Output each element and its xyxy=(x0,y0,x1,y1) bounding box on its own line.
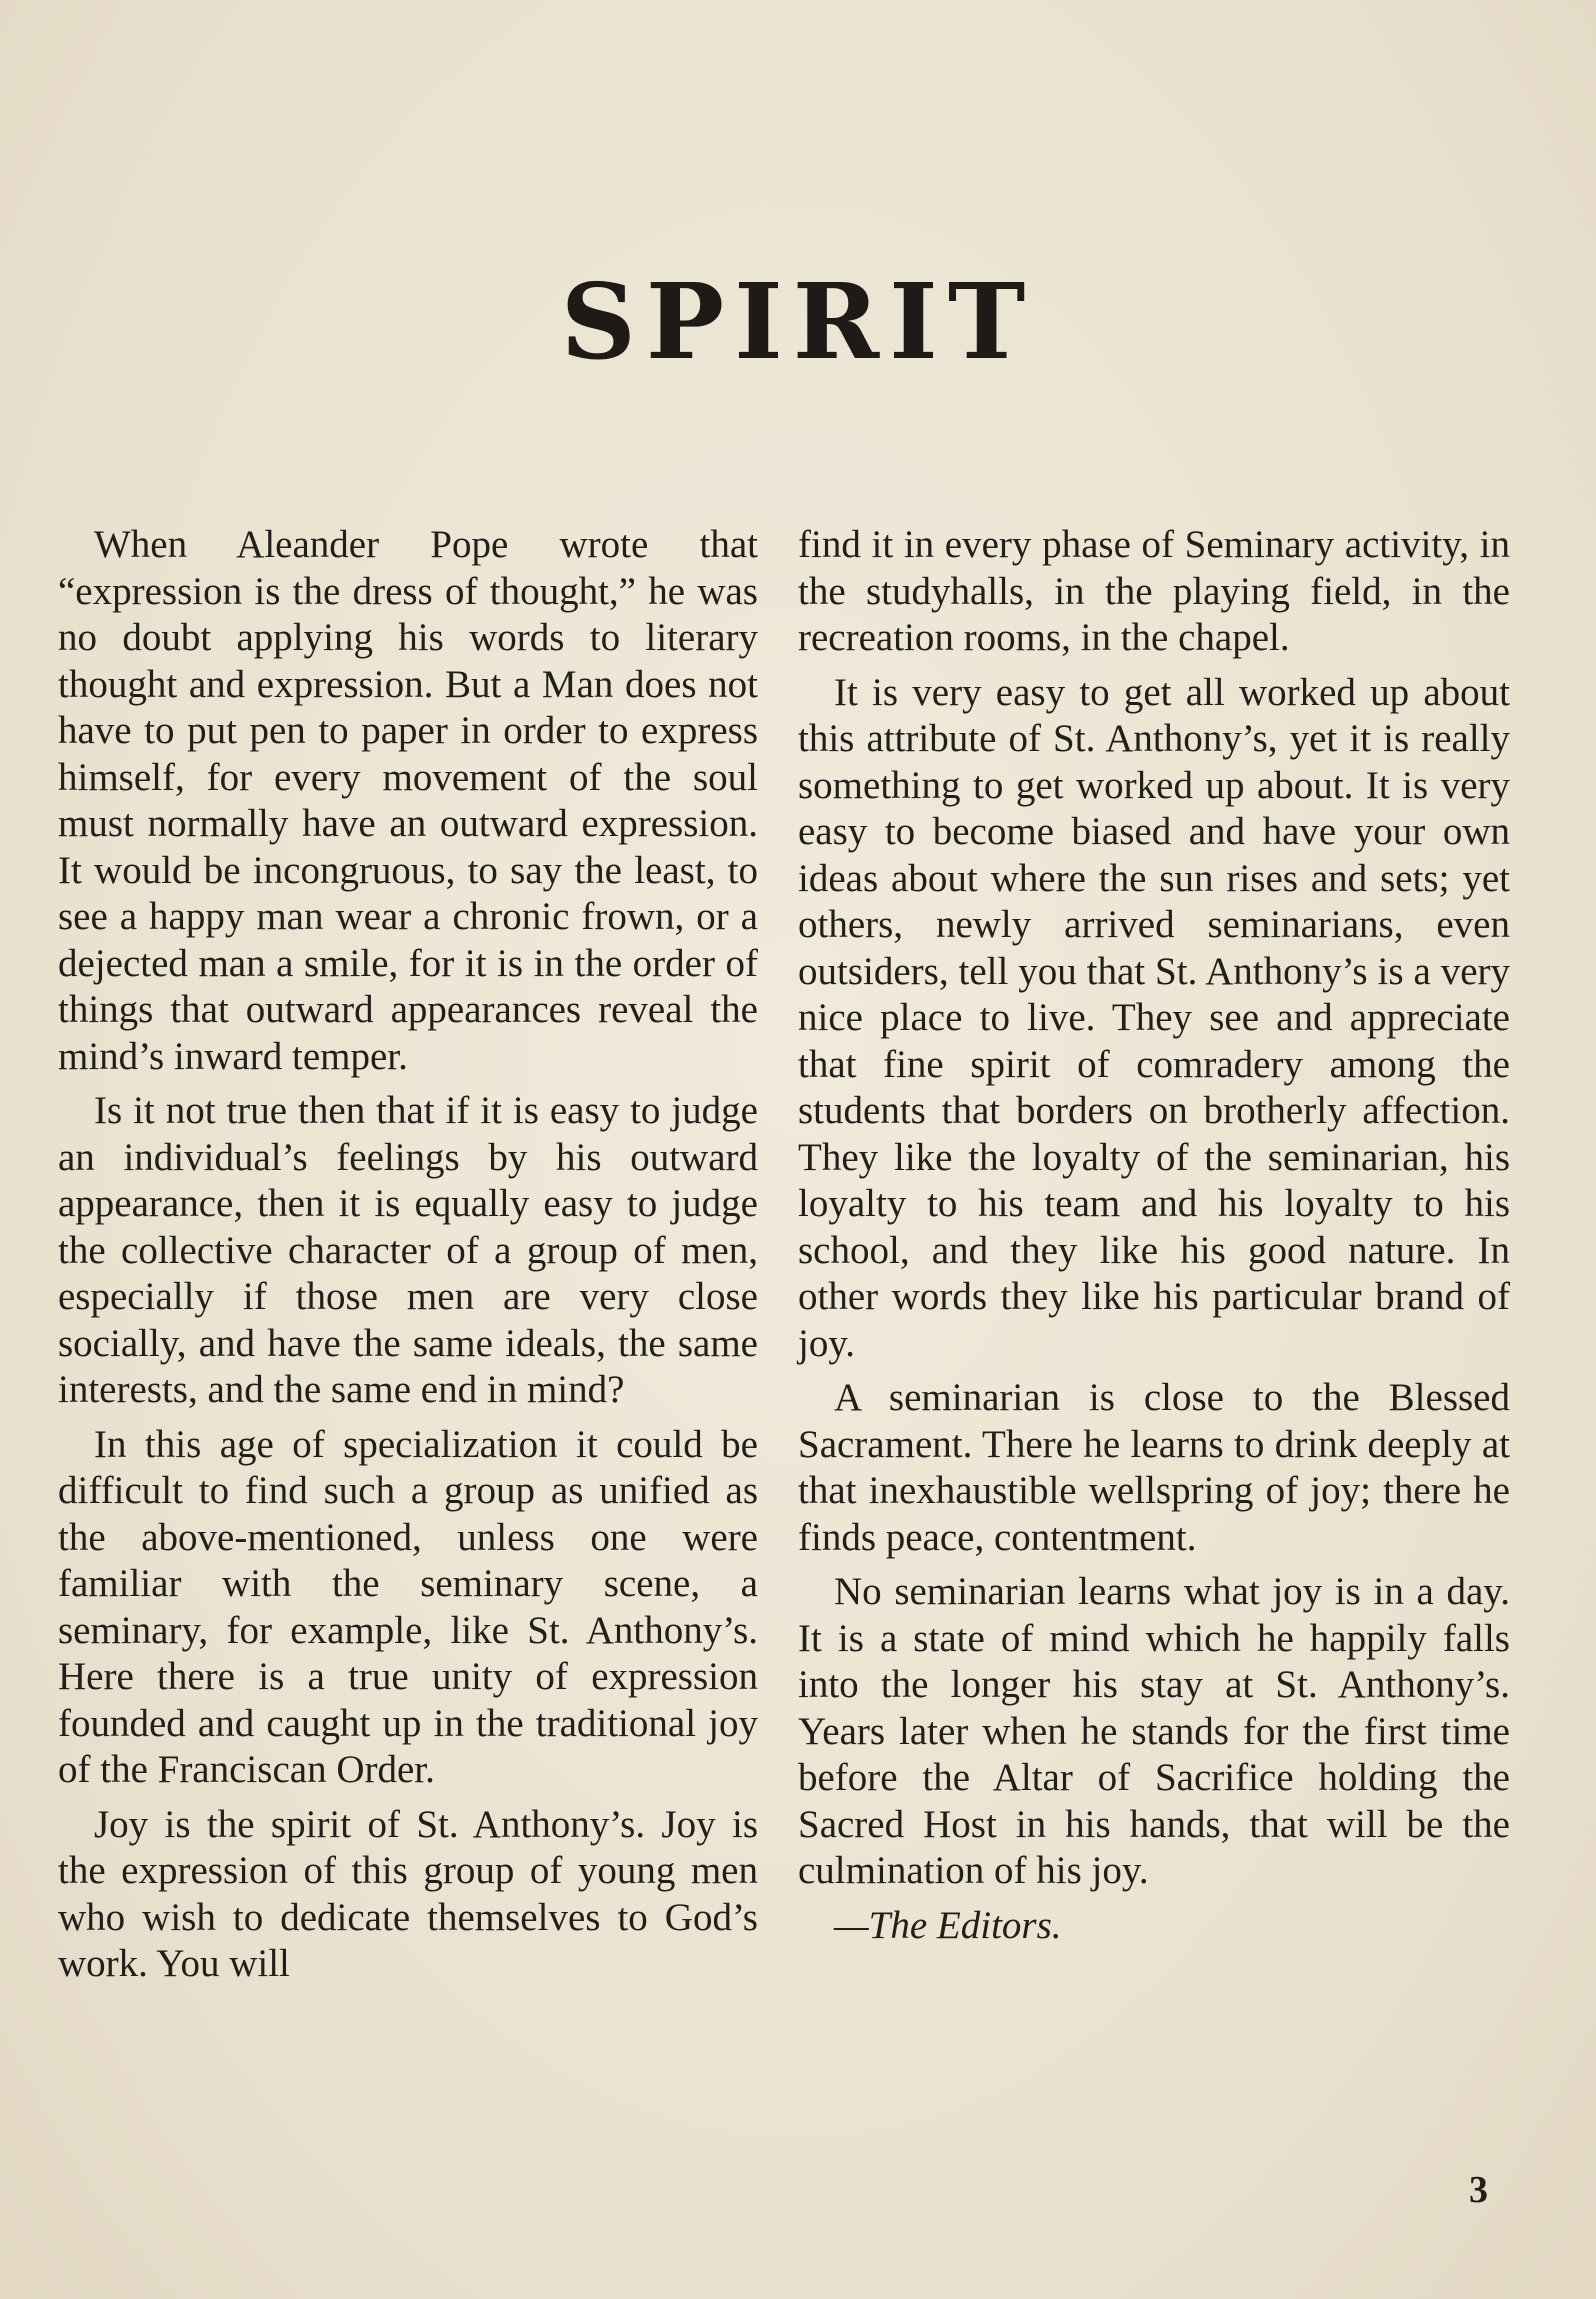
paragraph-1: When Aleander Pope wrote that “expression is the dress of thought,” he was no doubt applying his words to literary thought and expression. But a Man does not have to put pen to paper in order to express himself, for every movement of the soul must normally have an outward expression. It would be incongruous, to say the least, to see a happy man wear a chronic frown, or a dejected man a smile, for it is in the order of things that outward appearances reveal the mind’s inward temper. xyxy=(58,523,758,1078)
paragraph-4-continued: find it in every phase of Seminary activity, in the studyhalls, in the playing field, in the recreation rooms, in the chapel. xyxy=(798,523,1510,659)
paragraph-4: Joy is the spirit of St. Anthony’s. Joy is the expression of this group of young men who wish to dedicate themselves to God’s work. You will xyxy=(58,1802,758,1985)
paragraph-6: A seminarian is close to the Blessed Sacrament. There he learns to drink deeply at that inexhaustible wellspring of joy; there he finds peace, contentment. xyxy=(798,1376,1510,1559)
page-number: 3 xyxy=(1469,2169,1488,2211)
paragraph-7: No seminarian learns what joy is in a day. It is a state of mind which he happily falls into the longer his stay at St. Anthony’s. Years later when he stands for the first time before the Altar of Sacrifice holding the Sacred Host in his hands, that will be the culmination of his joy. xyxy=(798,1570,1510,1892)
article-title: SPIRIT xyxy=(560,260,1036,383)
left-column xyxy=(58,522,758,1996)
editors-signature: —The Editors. xyxy=(834,1903,1062,1947)
paragraph-2: Is it not true then that if it is easy to judge an individual’s feelings by his outward appearance, then it is equally easy to judge the collective character of a group of men, especially if those men are very close socially, and have the same ideals, the same interests, and the same end in mind? xyxy=(58,1089,758,1411)
paragraph-5: It is very easy to get all worked up about this attribute of St. Anthony’s, yet it is really something to get worked up about. It is very easy to become biased and have your own ideas about where the sun rises and sets; yet others, newly arrived seminarians, even outsiders, tell you that St. Anthony’s is a very nice place to live. They see and appreciate that fine spirit of comradery among the students that borders on brotherly affection. They like the loyalty of the seminarian, his loyalty to his team and his loyalty to his school, and they like his good nature. In other words they like his particular brand of joy. xyxy=(798,670,1510,1365)
paragraph-3: In this age of specialization it could be difficult to find such a group as unified as the above-mentioned, unless one were familiar with the seminary scene, a seminary, for example, like St. Anthony’s. Here there is a true unity of expression founded and caught up in the traditional joy of the Franciscan Order. xyxy=(58,1422,758,1791)
right-column xyxy=(798,522,1510,1957)
